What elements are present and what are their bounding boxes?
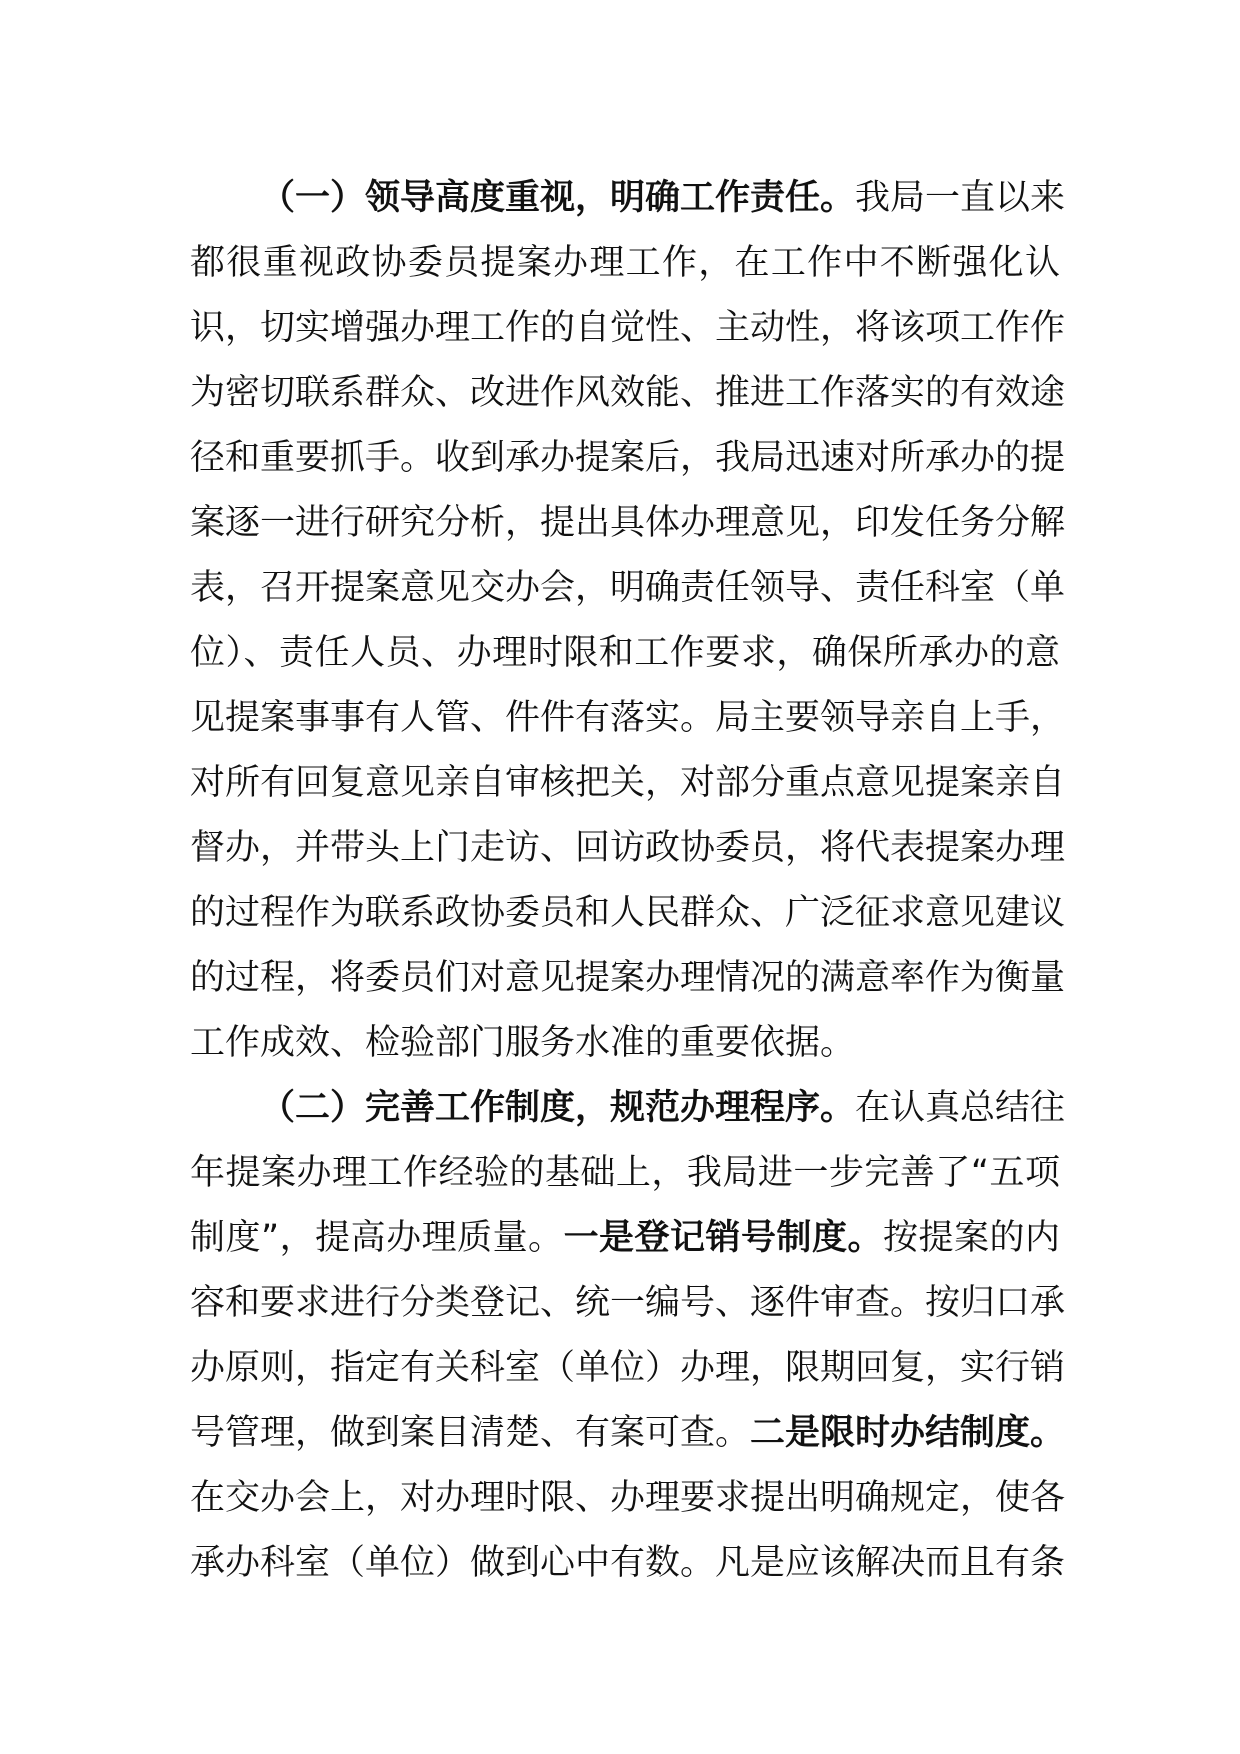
paragraph-1-line: 督办，并带头上门走访、回访政协委员，将代表提案办理 [190,828,1066,868]
paragraph-1-line-last: 工作成效、检验部门服务水准的重要依据。 [190,1023,856,1063]
paragraph-1-line: 位）、责任人员、办理时限和工作要求，确保所承办的意 [190,633,1060,673]
paragraph-1-text: 我局一直以来 [855,178,1066,218]
paragraph-2-line: 年提案办理工作经验的基础上，我局进一步完善了“五项 [190,1153,1060,1193]
paragraph-2-text: 制度”，提高办理质量。 [190,1218,564,1258]
section-2-heading: （二）完善工作制度，规范办理程序。 [260,1088,856,1128]
subheading-time-limit-system: 二是限时办结制度。 [750,1413,1066,1453]
paragraph-2-line [190,1401,1066,1466]
paragraph-1-line: 的过程，将委员们对意见提案办理情况的满意率作为衡量 [190,958,1066,998]
paragraph-1-line: 为密切联系群众、改进作风效能、推进工作落实的有效途 [190,373,1066,413]
paragraph-2-line-1 [190,1076,1066,1141]
paragraph-2-text: 在认真总结往 [855,1088,1066,1128]
paragraph-1-line: 径和重要抓手。收到承办提案后，我局迅速对所承办的提 [190,438,1066,478]
paragraph-1-line: 都很重视政协委员提案办理工作，在工作中不断强化认 [190,243,1060,283]
document-body [190,166,1066,1596]
paragraph-2-line: 承办科室（单位）做到心中有数。凡是应该解决而且有条 [190,1543,1066,1583]
paragraph-2-line: 在交办会上，对办理时限、办理要求提出明确规定，使各 [190,1478,1066,1518]
paragraph-1-line: 案逐一进行研究分析，提出具体办理意见，印发任务分解 [190,503,1066,543]
paragraph-1-line: 表，召开提案意见交办会，明确责任领导、责任科室（单 [190,568,1066,608]
paragraph-2-line [190,1206,1060,1271]
paragraph-2-text: 按提案的内 [883,1218,1060,1258]
section-1-heading: （一）领导高度重视，明确工作责任。 [260,178,856,218]
paragraph-1-line: 见提案事事有人管、件件有落实。局主要领导亲自上手， [190,698,1066,738]
paragraph-1-line: 的过程作为联系政协委员和人民群众、广泛征求意见建议 [190,893,1066,933]
paragraph-1-line: 识，切实增强办理工作的自觉性、主动性，将该项工作作 [190,308,1066,348]
paragraph-2-line: 容和要求进行分类登记、统一编号、逐件审查。按归口承 [190,1283,1066,1323]
paragraph-2-line: 办原则，指定有关科室（单位）办理，限期回复，实行销 [190,1348,1066,1388]
paragraph-2-text: 号管理，做到案目清楚、有案可查。 [190,1413,751,1453]
subheading-registration-system: 一是登记销号制度。 [563,1218,883,1258]
paragraph-1-line: 对所有回复意见亲自审核把关，对部分重点意见提案亲自 [190,763,1066,803]
paragraph-1-line-1 [190,166,1066,231]
